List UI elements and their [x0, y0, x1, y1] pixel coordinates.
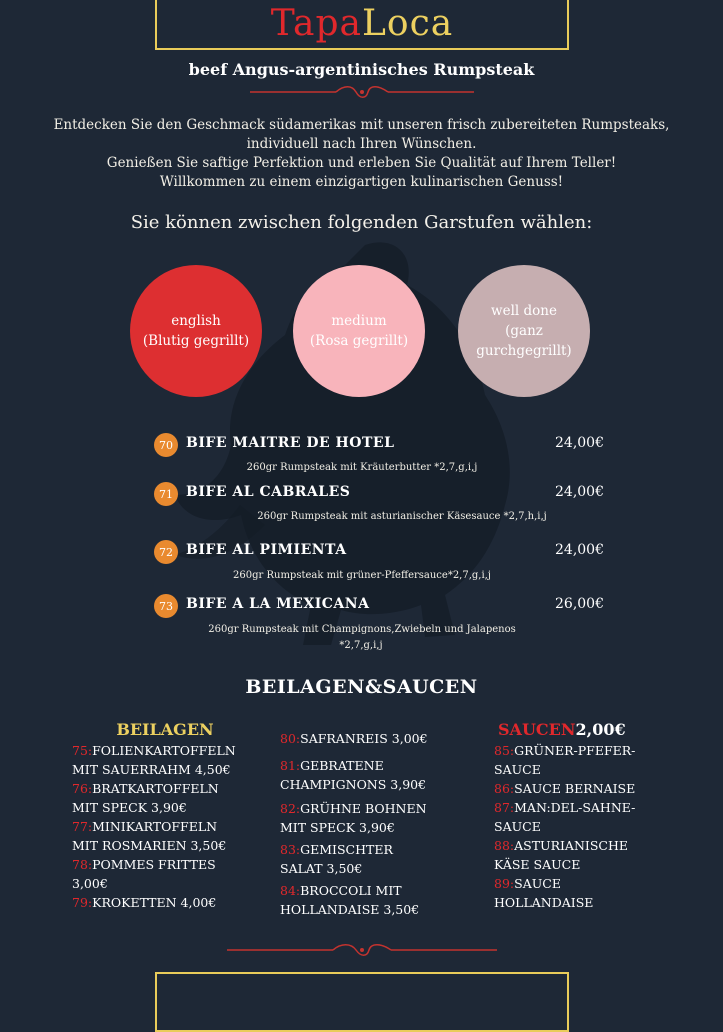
list-item: 88:ASTURIANISCHE KÄSE SAUCE	[494, 838, 628, 872]
middle-column	[280, 729, 480, 919]
intro-line: individuell nach Ihren Wünschen.	[246, 136, 477, 152]
bottom-frame	[155, 972, 569, 1032]
dish-name: BIFE AL CABRALES	[186, 484, 351, 500]
list-item: 78:POMMES FRITTES 3,00€	[72, 857, 216, 891]
doneness-desc: (Blutig gegrillt)	[142, 333, 250, 349]
intro-line: Entdecken Sie den Geschmack südamerikas mit unseren frisch zubereiteten Rumpsteaks,	[53, 117, 670, 133]
doneness-desc: (Rosa gegrillt)	[309, 333, 409, 349]
dish-number-badge: 71	[154, 482, 178, 506]
dish-description: 260gr Rumpsteak mit Kräuterbutter *2,7,g,i,j	[246, 462, 478, 473]
beilagen-title: BEILAGEN	[116, 720, 214, 739]
sides-section-title: BEILAGEN&SAUCEN	[245, 676, 478, 698]
doneness-name: medium	[331, 313, 387, 329]
doneness-well-done	[458, 265, 590, 397]
list-item: 85:GRÜNER-PFEFER- SAUCE	[494, 743, 636, 777]
dish-name: BIFE A LA MEXICANA	[186, 596, 370, 612]
list-item: 86:SAUCE BERNAISE	[494, 781, 636, 796]
list-item: 84:BROCCOLI MIT HOLLANDAISE 3,50€	[280, 883, 420, 917]
intro-line: Willkommen zu einem einzigartigen kulinarischen Genuss!	[159, 174, 564, 190]
dish-price: 24,00€	[555, 542, 604, 558]
list-item: 81:GEBRATENE CHAMPIGNONS 3,90€	[280, 758, 427, 792]
dish-number-badge: 72	[154, 540, 178, 564]
dish-description: 260gr Rumpsteak mit Champignons,Zwiebeln und Jalapenos	[208, 624, 516, 635]
doneness-desc: (ganz gurchgegrillt)	[476, 323, 572, 359]
list-item: 83:GEMISCHTER SALAT 3,50€	[280, 842, 393, 876]
saucen-title: SAUCEN2,00€	[498, 720, 626, 739]
list-item: 75:FOLIENKARTOFFELN MIT SAUERRAHM 4,50€	[72, 743, 236, 777]
intro-line: Genießen Sie saftige Perfektion und erleben Sie Qualität auf Ihrem Teller!	[106, 155, 617, 171]
doneness-name: well done	[491, 303, 557, 319]
dish-description: *2,7,g,i,j	[339, 640, 383, 651]
brand-part-2: Loca	[361, 2, 454, 44]
doneness-medium	[293, 265, 425, 397]
dish-name: BIFE MAITRE DE HOTEL	[186, 435, 395, 451]
intro-text	[20, 116, 703, 192]
brand-logo	[271, 3, 453, 44]
list-item: 76:BRATKARTOFFELN MIT SPECK 3,90€	[72, 781, 219, 815]
dish-description: 260gr Rumpsteak mit grüner-Pfeffersauce*2,7,g,i,j	[233, 570, 491, 581]
doneness-english	[130, 265, 262, 397]
beilagen-column	[72, 720, 272, 912]
dish-number-badge: 73	[154, 594, 178, 618]
doneness-heading: Sie können zwischen folgenden Garstufen wählen:	[130, 212, 593, 233]
dish-number-badge: 70	[154, 433, 178, 457]
list-item: 80:SAFRANREIS 3,00€	[280, 731, 428, 746]
list-item: 87:MAN:DEL-SAHNE- SAUCE	[494, 800, 636, 834]
list-item: 77:MINIKARTOFFELN MIT ROSMARIEN 3,50€	[72, 819, 227, 853]
subtitle: beef Angus-argentinisches Rumpsteak	[188, 60, 535, 79]
dish-price: 24,00€	[555, 435, 604, 451]
saucen-column	[494, 720, 674, 912]
dish-name: BIFE AL PIMIENTA	[186, 542, 347, 558]
ornament-divider-bottom	[225, 943, 499, 957]
dish-price: 26,00€	[555, 596, 604, 612]
brand-part-1: Tapa	[270, 2, 362, 44]
list-item: 89:SAUCE HOLLANDAISE	[494, 876, 594, 910]
doneness-name: english	[171, 313, 221, 329]
list-item: 82:GRÜHNE BOHNEN MIT SPECK 3,90€	[280, 801, 427, 835]
title-frame	[155, 0, 569, 50]
dish-price: 24,00€	[555, 484, 604, 500]
ornament-divider-top	[248, 85, 476, 99]
dish-description: 260gr Rumpsteak mit asturianischer Käsesauce *2,7,h,i,j	[257, 511, 547, 522]
list-item: 79:KROKETTEN 4,00€	[72, 895, 217, 910]
